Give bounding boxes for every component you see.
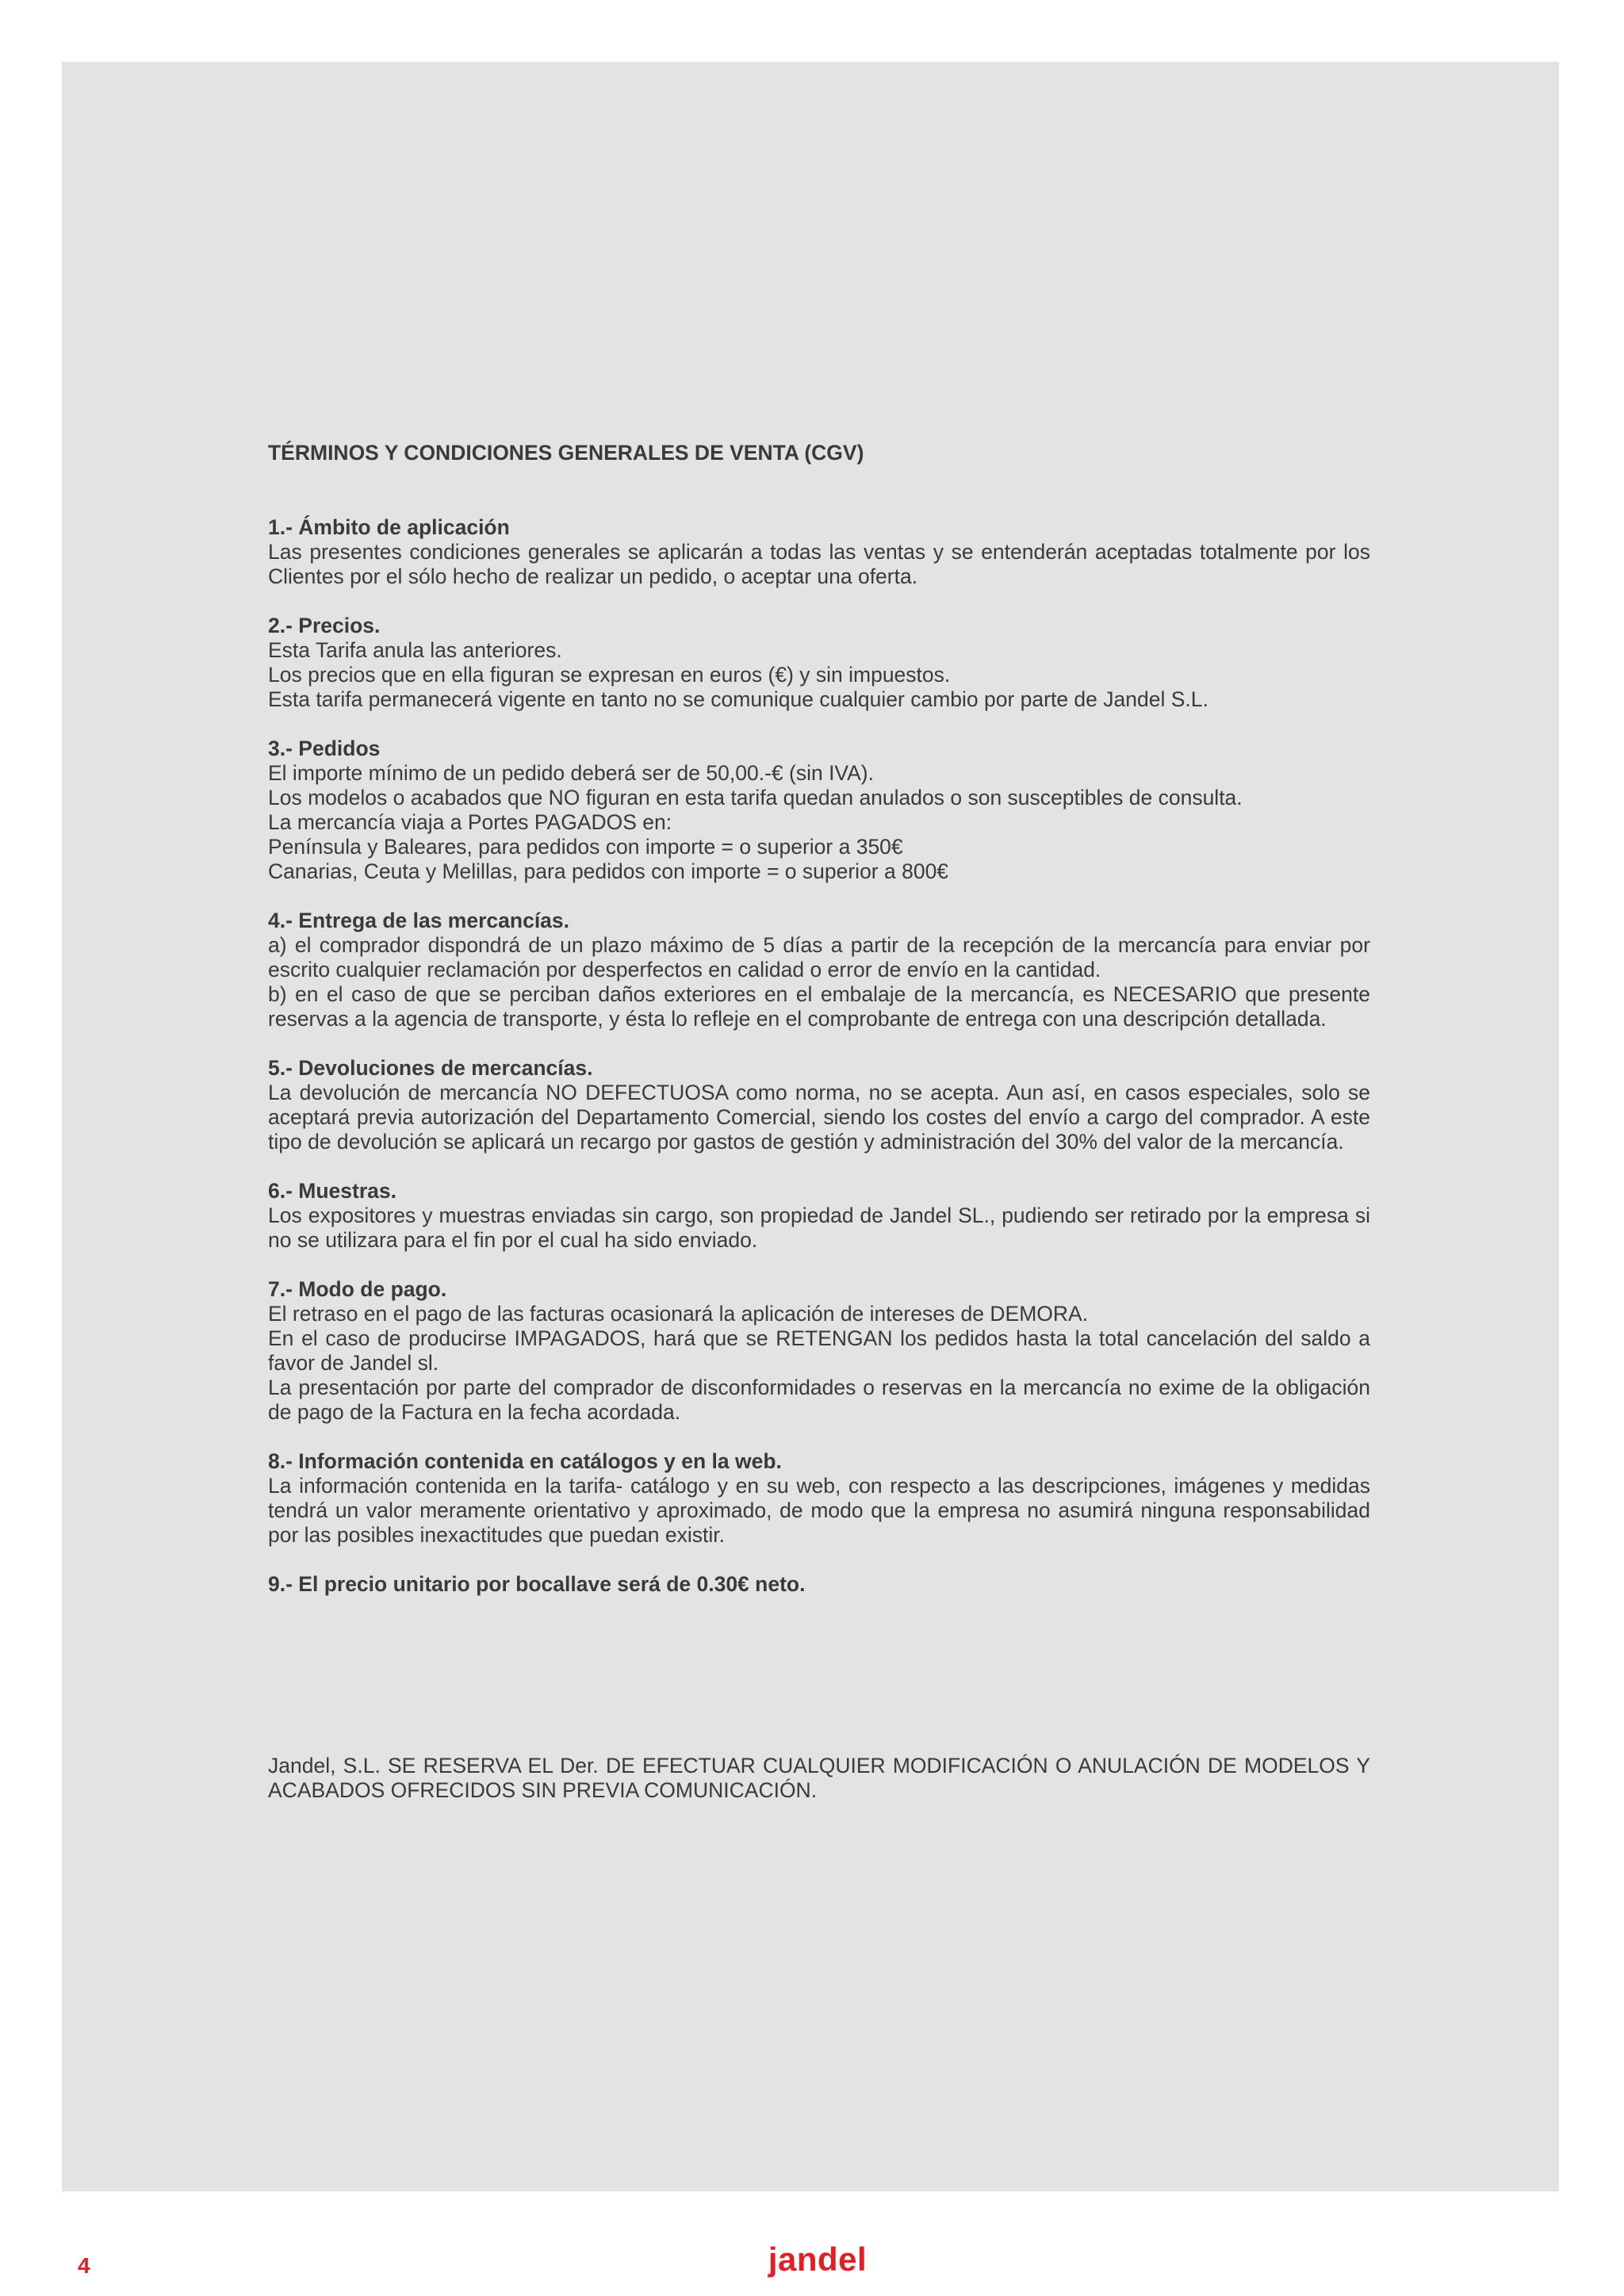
- section-paragraph: El importe mínimo de un pedido deberá ser de 50,00.-€ (sin IVA).: [268, 761, 874, 785]
- section-paragraph: Los expositores y muestras enviadas sin cargo, son propiedad de Jandel SL., pudiendo ser retirado por la empresa si no se utilizara para el fin por el cual ha sido enviado.: [268, 1203, 1370, 1252]
- section-heading: 5.- Devoluciones de mercancías.: [268, 1056, 593, 1080]
- section-prices: [268, 614, 1370, 712]
- section-information: [268, 1449, 1370, 1548]
- unit-price-clause: 9.- El precio unitario por bocallave será de 0.30€ neto.: [268, 1572, 806, 1596]
- section-paragraph: En el caso de producirse IMPAGADOS, hará que se RETENGAN los pedidos hasta la total cancelación del saldo a favor de Jandel sl.: [268, 1326, 1370, 1375]
- section-heading: 6.- Muestras.: [268, 1179, 397, 1203]
- section-payment: [268, 1277, 1370, 1425]
- section-paragraph: La presentación por parte del comprador de disconformidades o reservas en la mercancía no exime de la obligación de pago de la Factura en la fecha acordada.: [268, 1376, 1370, 1424]
- section-heading: 3.- Pedidos: [268, 737, 381, 760]
- section-orders: [268, 737, 1370, 884]
- section-paragraph: a) el comprador dispondrá de un plazo máximo de 5 días a partir de la recepción de la mercancía para enviar por escrito cualquier reclamación por desperfectos en calidad o error de envío en la cantidad.: [268, 933, 1370, 982]
- terms-content: [268, 441, 1370, 1597]
- section-paragraph: Esta tarifa permanecerá vigente en tanto no se comunique cualquier cambio por parte de Jandel S.L.: [268, 687, 1208, 711]
- section-paragraph: Canarias, Ceuta y Melillas, para pedidos con importe = o superior a 800€: [268, 859, 949, 883]
- section-heading: 2.- Precios.: [268, 614, 381, 637]
- section-paragraph: Península y Baleares, para pedidos con importe = o superior a 350€: [268, 835, 903, 859]
- section-paragraph: Los precios que en ella figuran se expresan en euros (€) y sin impuestos.: [268, 663, 951, 687]
- reservation-notice: Jandel, S.L. SE RESERVA EL Der. DE EFECTUAR CUALQUIER MODIFICACIÓN O ANULACIÓN DE MODELOS Y ACABADOS OFRECIDOS SIN PREVIA COMUNICACIÓN.: [268, 1754, 1370, 1802]
- section-paragraph: Esta Tarifa anula las anteriores.: [268, 638, 562, 662]
- section-returns: [268, 1056, 1370, 1154]
- section-heading: 7.- Modo de pago.: [268, 1277, 447, 1301]
- section-paragraph: La devolución de mercancía NO DEFECTUOSA como norma, no se acepta. Aun así, en casos especiales, solo se aceptará previa autorización del Departamento Comercial, siendo los costes del envío a cargo del comprador. A este tipo de devolución se aplicará un recargo por gastos de gestión y administración del 30% del valor de la mercancía.: [268, 1081, 1370, 1154]
- section-scope: [268, 515, 1370, 589]
- section-heading: 1.- Ámbito de aplicación: [268, 515, 510, 539]
- jandel-logo: jandel: [768, 2241, 868, 2278]
- section-paragraph: Las presentes condiciones generales se aplicarán a todas las ventas y se entenderán aceptadas totalmente por los Clientes por el sólo hecho de realizar un pedido, o aceptar una oferta.: [268, 540, 1370, 588]
- section-paragraph: El retraso en el pago de las facturas ocasionará la aplicación de intereses de DEMORA.: [268, 1302, 1089, 1326]
- page-number: 4: [78, 2253, 90, 2278]
- section-delivery: [268, 909, 1370, 1031]
- section-samples: [268, 1179, 1370, 1253]
- section-heading: 4.- Entrega de las mercancías.: [268, 909, 570, 932]
- section-paragraph: La mercancía viaja a Portes PAGADOS en:: [268, 810, 672, 834]
- section-paragraph: b) en el caso de que se perciban daños exteriores en el embalaje de la mercancía, es NECESARIO que presente reservas a la agencia de transporte, y ésta lo refleje en el comprobante de entrega con una descripción detallada.: [268, 982, 1370, 1031]
- section-heading: 8.- Información contenida en catálogos y en la web.: [268, 1449, 782, 1473]
- document-title: TÉRMINOS Y CONDICIONES GENERALES DE VENTA (CGV): [268, 441, 864, 465]
- section-paragraph: La información contenida en la tarifa- catálogo y en su web, con respecto a las descripciones, imágenes y medidas tendrá un valor meramente orientativo y aproximado, de modo que la empresa no asumirá ninguna responsabilidad por las posibles inexactitudes que puedan existir.: [268, 1474, 1370, 1547]
- section-paragraph: Los modelos o acabados que NO figuran en esta tarifa quedan anulados o son susceptibles de consulta.: [268, 786, 1243, 809]
